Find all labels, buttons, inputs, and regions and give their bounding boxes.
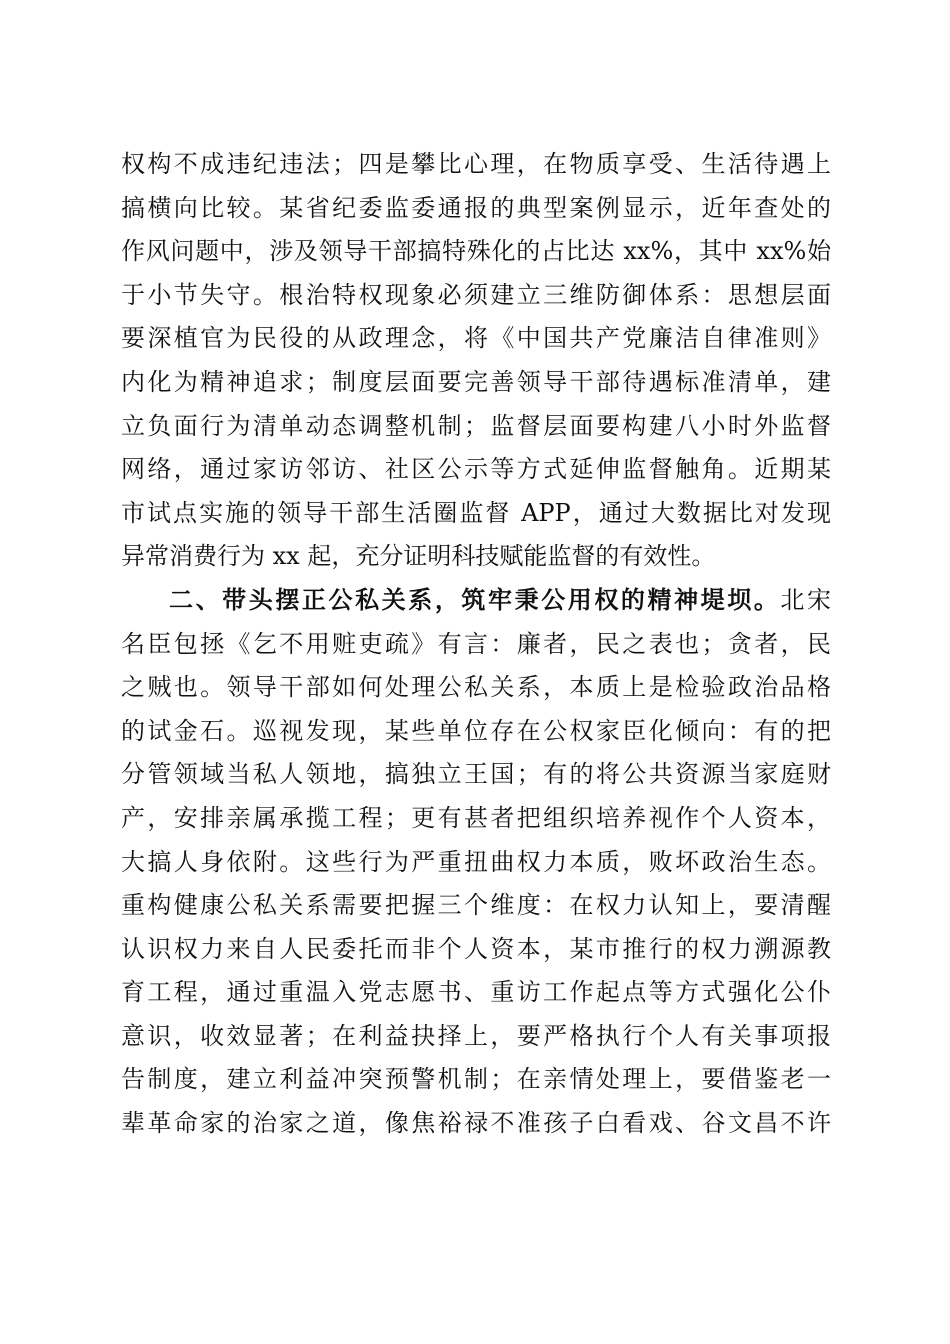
text-line: 权构不成违纪违法；四是攀比心理，在物质享受、生活待遇上 (121, 150, 831, 178)
heading-line-continuation: 北宋 (780, 585, 832, 614)
section-heading-line (121, 579, 831, 623)
text-line: 内化为精神追求；制度层面要完善领导干部待遇标准清单，建 (121, 367, 831, 396)
text-line: 要深植官为民役的从政理念，将《中国共产党廉洁自律准则》 (121, 324, 831, 353)
text-line: 市试点实施的领导干部生活圈监督 APP，通过大数据比对发现 (121, 498, 831, 527)
text-line: 产，安排亲属承揽工程；更有甚者把组织培养视作个人资本， (121, 803, 831, 832)
text-line: 名臣包拯《乞不用赃吏疏》有言：廉者，民之表也；贪者，民 (121, 629, 831, 658)
text-line: 异常消费行为 xx 起，充分证明科技赋能监督的有效性。 (121, 542, 716, 571)
text-line: 网络，通过家访邻访、社区公示等方式延伸监督触角。近期某 (121, 455, 831, 484)
text-line: 认识权力来自人民委托而非个人资本，某市推行的权力溯源教 (121, 934, 831, 963)
text-line: 重构健康公私关系需要把握三个维度：在权力认知上，要清醒 (121, 891, 831, 920)
text-line: 大搞人身依附。这些行为严重扭曲权力本质，败坏政治生态。 (121, 847, 831, 876)
paragraph-1 (121, 143, 831, 579)
paragraph-2 (121, 579, 831, 1146)
text-line: 辈革命家的治家之道，像焦裕禄不准孩子白看戏、谷文昌不许 (121, 1109, 831, 1138)
text-line: 作风问题中，涉及领导干部搞特殊化的占比达 xx%，其中 xx%始 (121, 237, 831, 266)
section-heading: 二、带头摆正公私关系，筑牢秉公用权的精神堤坝。 (169, 585, 781, 614)
text-line: 的试金石。巡视发现，某些单位存在公权家臣化倾向：有的把 (121, 716, 831, 745)
body-text (121, 143, 831, 1146)
text-line: 立负面行为清单动态调整机制；监督层面要构建八小时外监督 (121, 411, 831, 440)
text-line: 搞横向比较。某省纪委监委通报的典型案例显示，近年查处的 (121, 193, 831, 222)
text-line: 于小节失守。根治特权现象必须建立三维防御体系：思想层面 (121, 280, 831, 309)
text-line: 意识，收效显著；在利益抉择上，要严格执行个人有关事项报 (121, 1021, 831, 1050)
text-line: 育工程，通过重温入党志愿书、重访工作起点等方式强化公仆 (121, 978, 831, 1007)
text-line: 之贼也。领导干部如何处理公私关系，本质上是检验政治品格 (121, 673, 831, 702)
text-line: 告制度，建立利益冲突预警机制；在亲情处理上，要借鉴老一 (121, 1065, 831, 1094)
text-line: 分管领域当私人领地，搞独立王国；有的将公共资源当家庭财 (121, 760, 831, 789)
